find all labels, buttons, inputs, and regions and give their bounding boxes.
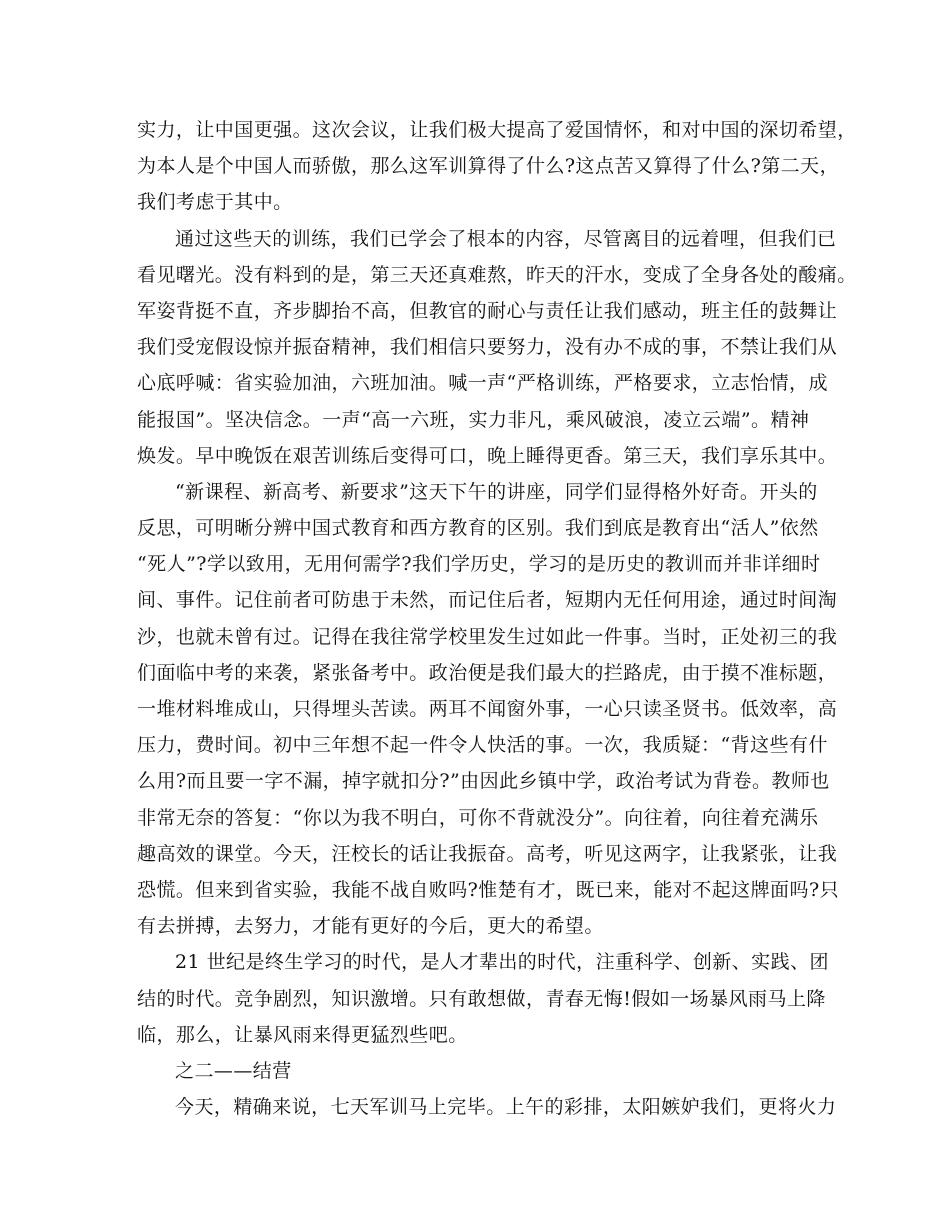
text-line: 看见曙光。没有料到的是，第三天还真难熬，昨天的汗水，变成了全身各处的酸痛。 [137,263,857,286]
section-heading: 之二——结营 [175,1059,292,1082]
text-line: 反思，可明晰分辨中国式教育和西方教育的区别。我们到底是教育出“活人”依然 [137,517,819,540]
text-line: 压力，费时间。初中三年想不起一件令人快活的事。一次，我质疑：“背这些有什 [137,734,828,757]
text-line: 结的时代。竞争剧烈，知识激增。只有敢想做，青春无悔!假如一场暴风雨马上降 [137,987,826,1010]
text-line: 为本人是个中国人而骄傲，那么这军训算得了什么?这点苦又算得了什么?第二天， [137,155,840,178]
text-line: 非常无奈的答复：“你以为我不明白，可你不背就没分”。向往着，向往着充满乐 [137,806,819,829]
text-line: 军姿背挺不直，齐步脚抬不高，但教官的耐心与责任让我们感动，班主任的鼓舞让 [137,299,838,322]
text-line: 焕发。早中晚饭在艰苦训练后变得可口，晚上睡得更香。第三天，我们享乐其中。 [137,444,838,467]
paragraph-first-line: 21 世纪是终生学习的时代，是人才辈出的时代，注重科学、创新、实践、团 [175,951,829,974]
text-line: “死人”?学以致用，无用何需学?我们学历史，学习的是历史的教训而并非详细时 [137,553,821,576]
text-line: 沙，也就未曾有过。记得在我往常学校里发生过如此一件事。当时，正处初三的我 [137,625,838,648]
text-line: 一堆材料堆成山，只得埋头苦读。两耳不闻窗外事，一心只读圣贤书。低效率，高 [137,698,838,720]
text-line: 有去拼搏，去努力，才能有更好的今后，更大的希望。 [137,915,604,938]
text-line: 临，那么，让暴风雨来得更猛烈些吧。 [137,1023,468,1046]
text-line: 能报国”。坚决信念。一声“高一六班，实力非凡，乘风破浪，凌立云端”。精神 [137,408,810,431]
text-line: 我们考虑于其中。 [137,191,293,214]
document-body [137,112,857,1125]
text-line: 么用?而且要一字不漏，掉字就扣分?”由因此乡镇中学，政治考试为背卷。教师也 [137,770,830,793]
text-line: 间、事件。记住前者可防患于未然，而记住后者，短期内无任何用途，通过时间淘 [137,589,838,612]
paragraph-first-line: 今天，精确来说，七天军训马上完毕。上午的彩排，太阳嫉妒我们，更将火力 [175,1096,837,1119]
paragraph-first-line: “新课程、新高考、新要求”这天下午的讲座，同学们显得格外好奇。开头的 [175,480,818,503]
text-line: 我们受宠假设惊并振奋精神，我们相信只要努力，没有办不成的事，不禁让我们从 [137,336,838,359]
text-line: 们面临中考的来袭，紧张备考中。政治便是我们最大的拦路虎，由于摸不准标题， [137,661,838,684]
text-line: 实力，让中国更强。这次会议，让我们极大提高了爱国情怀，和对中国的深切希望， [137,119,857,141]
paragraph-first-line: 通过这些天的训练，我们已学会了根本的内容，尽管离目的远着哩，但我们已 [175,227,837,250]
text-line: 恐慌。但来到省实验，我能不战自败吗?惟楚有才，既已来，能对不起这牌面吗?只 [137,878,840,901]
text-line: 心底呼喊：省实验加油，六班加油。喊一声“严格训练，严格要求，立志怡情，成 [137,372,828,395]
text-line: 趣高效的课堂。今天，汪校长的话让我振奋。高考，听见这两字，让我紧张，让我 [137,842,838,865]
